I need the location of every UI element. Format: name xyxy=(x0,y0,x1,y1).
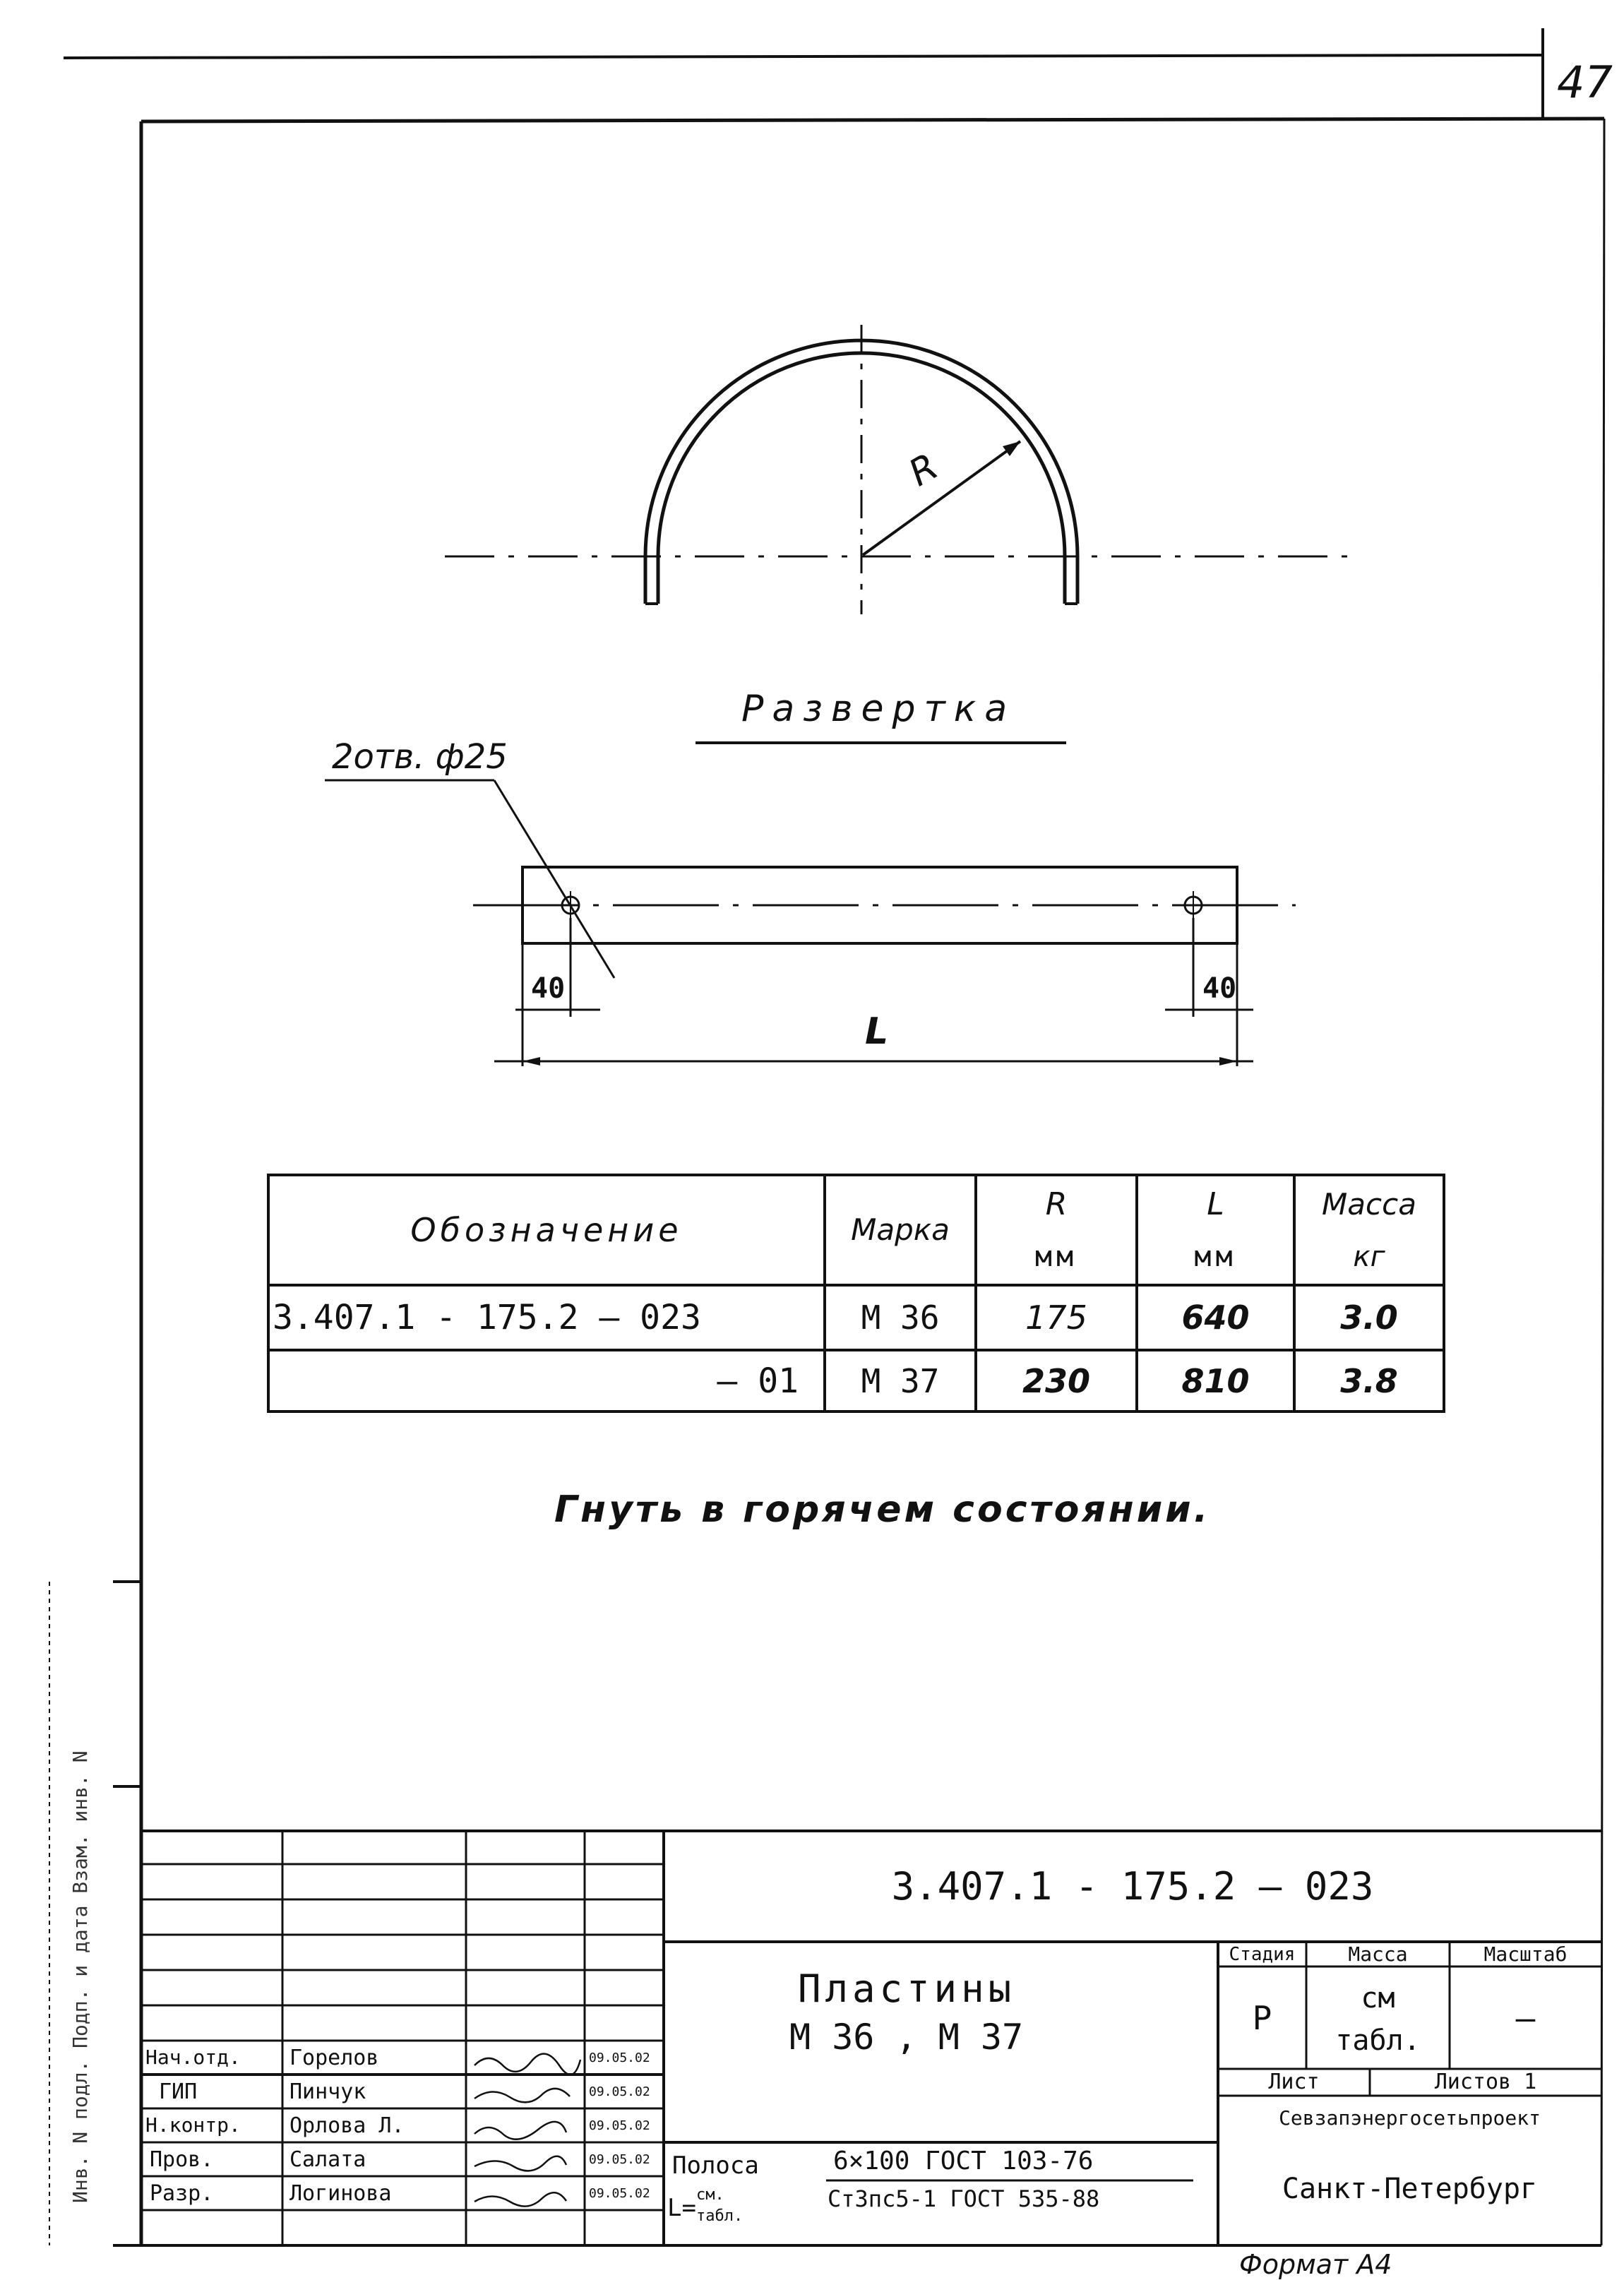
header-l-unit: мм xyxy=(1194,1241,1237,1273)
sig-date-2: 09.05.02 xyxy=(589,2084,650,2099)
note-text: Гнуть в горячем состоянии. xyxy=(554,1488,1211,1531)
material-spec-1: 6×100 ГОСТ 103-76 xyxy=(833,2147,1094,2175)
header-r-unit: мм xyxy=(1034,1241,1078,1273)
row-2-r: 230 xyxy=(1022,1361,1091,1400)
development-title: Развертка xyxy=(741,688,1016,730)
bent-plate-drawing xyxy=(445,325,1349,614)
sig-date-5: 09.05.02 xyxy=(589,2186,650,2201)
row-1-mark: М 36 xyxy=(861,1299,940,1337)
development-drawing xyxy=(325,743,1296,1066)
row-1-mass: 3.0 xyxy=(1340,1299,1398,1337)
stage-value: Р xyxy=(1252,1998,1272,2037)
product-name: Пластины xyxy=(798,1966,1016,2011)
row-2-mass: 3.8 xyxy=(1340,1361,1398,1400)
header-mass-unit: кг xyxy=(1353,1241,1385,1273)
row-1-r: 175 xyxy=(1025,1299,1087,1337)
doc-code: 3.407.1 - 175.2 — 023 xyxy=(891,1863,1374,1909)
sig-role-4: Пров. xyxy=(150,2147,214,2172)
sig-name-3: Орлова Л. xyxy=(289,2113,405,2138)
sig-name-5: Логинова xyxy=(289,2181,392,2206)
holes-label: 2отв. ф25 xyxy=(332,737,508,777)
side-stamp: Инв. N подл. Подп. и дата Взам. инв. N xyxy=(68,1750,92,2203)
row-2-mark: М 37 xyxy=(861,1361,940,1400)
sig-role-2: ГИП xyxy=(159,2079,198,2104)
row-1-designation: 3.407.1 - 175.2 — 023 xyxy=(273,1298,701,1337)
header-mass: Масса xyxy=(1322,1187,1416,1222)
header-designation: Обозначение xyxy=(410,1211,683,1249)
sig-role-5: Разр. xyxy=(150,2181,214,2206)
sig-date-4: 09.05.02 xyxy=(589,2152,650,2167)
sig-name-2: Пинчук xyxy=(289,2079,366,2104)
city: Санкт-Петербург xyxy=(1282,2173,1538,2205)
dimension-right: 40 xyxy=(1202,972,1237,1005)
page-number: 47 xyxy=(1557,56,1613,108)
organization: Севзапэнергосетьпроект xyxy=(1279,2106,1541,2130)
sig-date-1: 09.05.02 xyxy=(589,2051,650,2065)
radius-label: R xyxy=(902,445,945,496)
mass-header: Масса xyxy=(1348,1942,1408,1966)
row-2-designation: — 01 xyxy=(717,1361,799,1401)
signatures xyxy=(474,2054,580,2207)
material-label: Полоса xyxy=(672,2151,759,2180)
sig-name-1: Горелов xyxy=(289,2046,379,2070)
scale-value: — xyxy=(1515,1998,1536,2037)
mass-value-1: см xyxy=(1361,1982,1395,2015)
sheets-label: Листов 1 xyxy=(1434,2070,1537,2094)
sig-name-4: Салата xyxy=(289,2147,366,2172)
length-note-see: см. xyxy=(696,2186,724,2204)
sig-role-1: Нач.отд. xyxy=(145,2046,241,2069)
length-label: L xyxy=(865,1010,889,1053)
format-label: Формат А4 xyxy=(1239,2249,1392,2280)
scale-header: Масштаб xyxy=(1483,1942,1568,1966)
row-1-l: 640 xyxy=(1181,1299,1250,1337)
length-note-table: табл. xyxy=(696,2207,744,2225)
sig-date-3: 09.05.02 xyxy=(589,2118,650,2133)
dimension-left: 40 xyxy=(531,972,566,1005)
sig-role-3: Н.контр. xyxy=(145,2113,241,2137)
header-mark: Марка xyxy=(851,1212,950,1247)
header-l: L xyxy=(1207,1186,1224,1222)
header-r: R xyxy=(1045,1186,1068,1222)
material-spec-2: Ст3пс5-1 ГОСТ 535-88 xyxy=(828,2185,1100,2212)
sheet-label: Лист xyxy=(1268,2070,1320,2094)
product-marks: М 36 , М 37 xyxy=(789,2017,1024,2058)
row-2-l: 810 xyxy=(1181,1361,1250,1400)
mass-value-2: табл. xyxy=(1335,2024,1421,2057)
stage-header: Стадия xyxy=(1229,1943,1296,1965)
length-note-l: L= xyxy=(667,2194,696,2222)
